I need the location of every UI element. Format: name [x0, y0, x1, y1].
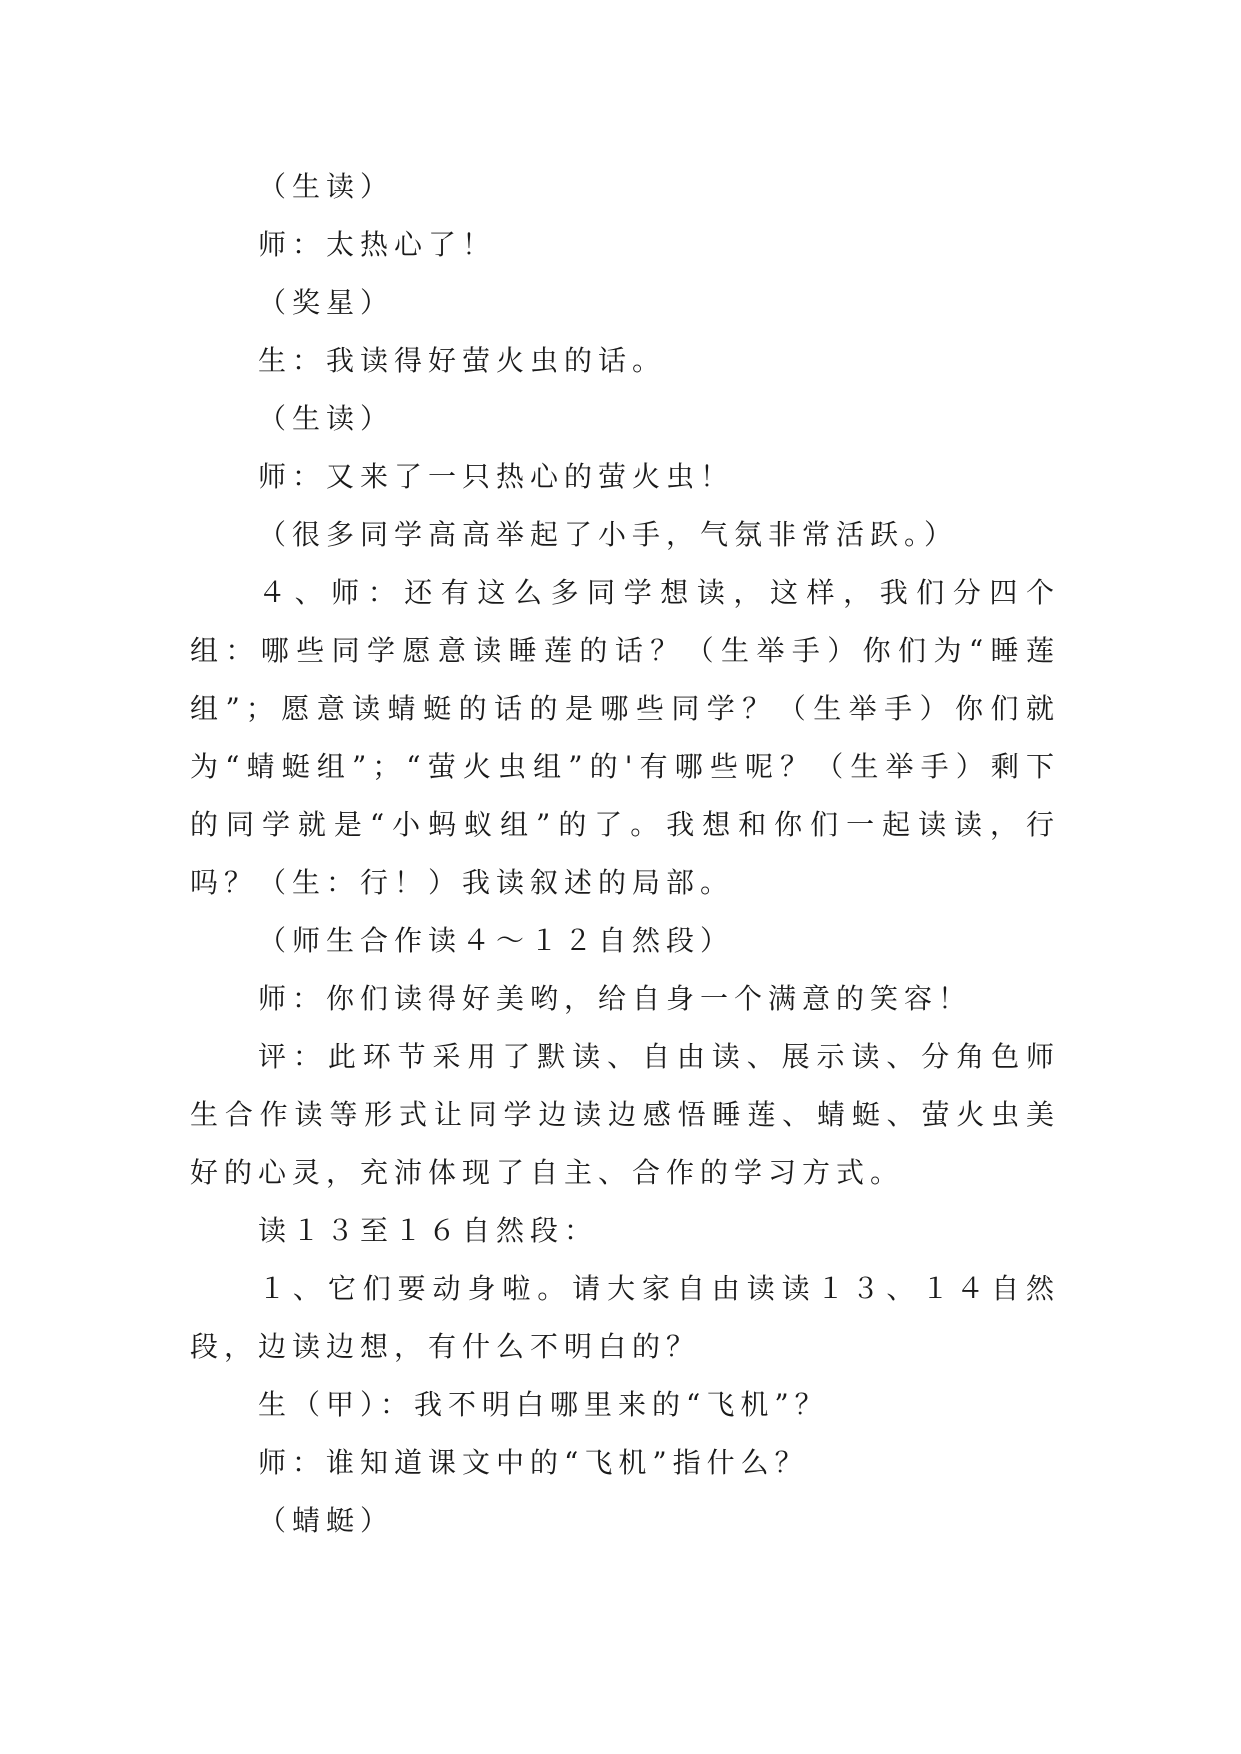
document-body: [190, 158, 1060, 1550]
paragraph: ４、师：还有这么多同学想读，这样，我们分四个组：哪些同学愿意读睡莲的话？（生举手）你们为“睡莲组”；愿意读蜻蜓的话的是哪些同学？（生举手）你们就为“蜻蜓组”；“萤火虫组”的'有哪些呢？（生举手）剩下的同学就是“小蚂蚁组”的了。我想和你们一起读读，行吗？（生：行！）我读叙述的局部。: [190, 576, 1060, 899]
paragraph: （蜻蜓）: [258, 1504, 395, 1537]
paragraph: 评：此环节采用了默读、自由读、展示读、分角色师生合作读等形式让同学边读边感悟睡莲、蜻蜓、萤火虫美好的心灵，充沛体现了自主、合作的学习方式。: [190, 1040, 1060, 1189]
paragraph: 师：太热心了！: [258, 228, 497, 261]
paragraph: （生读）: [258, 170, 395, 203]
paragraph: （很多同学高高举起了小手，气氛非常活跃。）: [258, 518, 959, 551]
paragraph: （奖星）: [258, 286, 395, 319]
paragraph: 师：又来了一只热心的萤火虫！: [258, 460, 735, 493]
paragraph: 师：你们读得好美哟，给自身一个满意的笑容！: [258, 982, 973, 1015]
paragraph: 生（甲）：我不明白哪里来的“飞机”？: [258, 1388, 829, 1421]
paragraph: 生：我读得好萤火虫的话。: [258, 344, 667, 377]
paragraph: （师生合作读４～１２自然段）: [258, 924, 735, 957]
paragraph: 读１３至１６自然段：: [258, 1214, 599, 1247]
paragraph: 师：谁知道课文中的“飞机”指什么？: [258, 1446, 809, 1479]
paragraph: （生读）: [258, 402, 395, 435]
paragraph: １、它们要动身啦。请大家自由读读１３、１４自然段，边读边想，有什么不明白的？: [190, 1272, 1060, 1363]
